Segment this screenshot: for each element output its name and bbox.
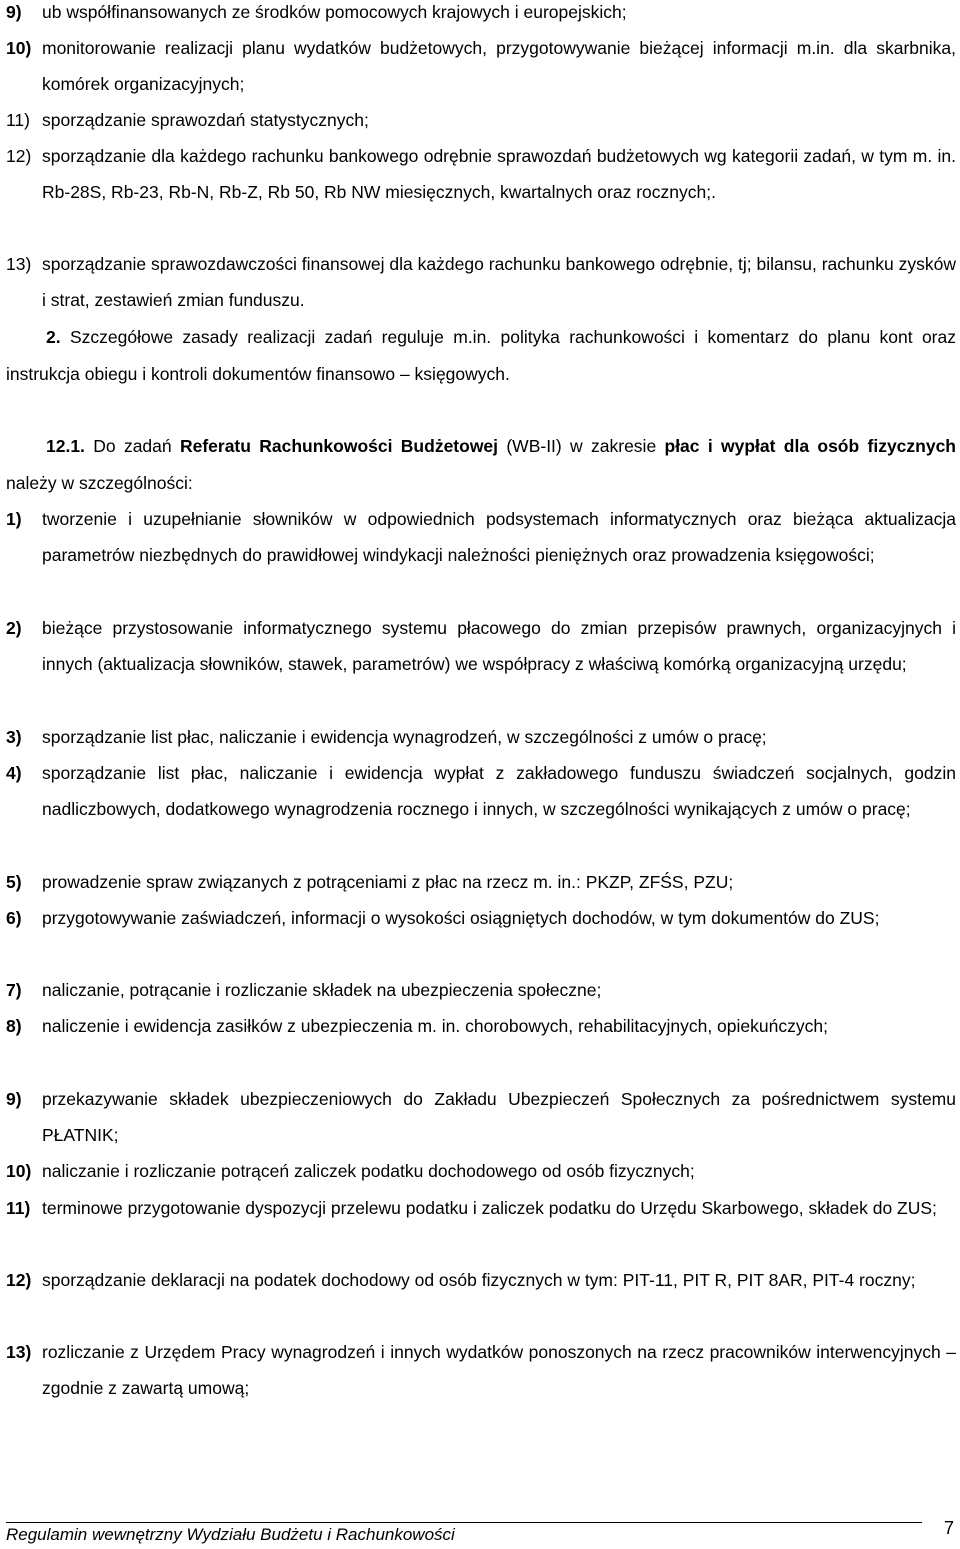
list-item-number: 10) — [6, 38, 32, 58]
list-item-text: naliczanie i rozliczanie potrąceń zaliczek podatku dochodowego od osób fizycznych; — [42, 1161, 695, 1181]
list-item-text: sporządzanie list płac, naliczanie i ewidencja wypłat z zakładowego funduszu świadczeń socjalnych, godzin nadliczbowych, dodatkowego wynagrodzenia rocznego i innych, w szczególności wynikających z umów o pracę; — [42, 763, 956, 819]
list-item-text: rozliczanie z Urzędem Pracy wynagrodzeń i innych wydatków ponoszonych na rzecz pracowników interwencyjnych – zgodnie z zawartą umową; — [42, 1342, 956, 1398]
section-text-post: należy w szczególności: — [6, 473, 193, 493]
list-item-text: tworzenie i uzupełnianie słowników w odpowiednich podsystemach informatycznych oraz bieżąca aktualizacja parametrów niezbędnych do prawidłowej windykacji należności pieniężnych oraz prowadzenia księgowości; — [42, 509, 956, 565]
list-item-number: 11) — [6, 1198, 31, 1218]
list-item — [6, 1262, 956, 1298]
list-item-text: naliczanie, potrącanie i rozliczanie składek na ubezpieczenia społeczne; — [42, 980, 602, 1000]
list-item-number: 10) — [6, 1161, 32, 1181]
list-item — [6, 138, 956, 210]
list-item — [6, 501, 956, 573]
list-item-number: 5) — [6, 872, 22, 892]
footer-divider — [6, 1522, 922, 1523]
list-item — [6, 246, 956, 318]
section-number: 12.1. — [46, 436, 85, 456]
list-item — [6, 1153, 956, 1189]
list-item — [6, 900, 956, 936]
list-item-number: 4) — [6, 763, 22, 783]
list-item-text: sporządzanie sprawozdań statystycznych; — [42, 110, 369, 130]
section-number: 2. — [46, 327, 61, 347]
list-item — [6, 719, 956, 755]
list-item-number: 1) — [6, 509, 22, 529]
section-2-paragraph — [6, 319, 956, 393]
list-item-number: 9) — [6, 1089, 22, 1109]
list-item-number: 11) — [6, 110, 30, 130]
list-item-text: monitorowanie realizacji planu wydatków budżetowych, przygotowywanie bieżącej informacji m.in. dla skarbnika, komórek organizacyjnych; — [42, 38, 956, 94]
section-text-mid: (WB-II) w zakresie — [498, 436, 665, 456]
list-item-number: 12) — [6, 146, 32, 166]
list-item-text: ub współfinansowanych ze środków pomocowych krajowych i europejskich; — [42, 2, 627, 22]
list-item — [6, 755, 956, 827]
list-item-number: 2) — [6, 618, 22, 638]
list-item-number: 8) — [6, 1016, 22, 1036]
department-name: Referatu Rachunkowości Budżetowej — [179, 436, 499, 456]
list-item-text: przekazywanie składek ubezpieczeniowych do Zakładu Ubezpieczeń Społecznych za pośrednictwem systemu PŁATNIK; — [42, 1089, 956, 1145]
section-text-pre: Do zadań — [93, 436, 180, 456]
list-item — [6, 102, 956, 138]
list-item — [6, 30, 956, 102]
list-item — [6, 972, 956, 1008]
list-item-text: przygotowywanie zaświadczeń, informacji o wysokości osiągniętych dochodów, w tym dokumentów do ZUS; — [42, 908, 880, 928]
list-item-text: sporządzanie sprawozdawczości finansowej dla każdego rachunku bankowego odrębnie, tj; bilansu, rachunku zysków i strat, zestawień zmian funduszu. — [42, 254, 956, 310]
list-item — [6, 1081, 956, 1153]
list-item-text: sporządzanie dla każdego rachunku bankowego odrębnie sprawozdań budżetowych wg kategorii zadań, w tym m. in. Rb-28S, Rb-23, Rb-N, Rb-Z, Rb 50, Rb NW miesięcznych, kwartalnych oraz rocznych;. — [42, 146, 956, 202]
list-item-number: 7) — [6, 980, 22, 1000]
section-text: Szczegółowe zasady realizacji zadań reguluje m.in. polityka rachunkowości i komentarz do planu kont oraz instrukcja obiegu i kontroli dokumentów finansowo – księgowych. — [6, 327, 956, 384]
list-item-number: 13) — [6, 1342, 32, 1362]
page-number: 7 — [943, 1518, 954, 1538]
section-12-1-paragraph — [6, 428, 956, 502]
list-item — [6, 0, 956, 30]
list-item-text: sporządzanie deklaracji na podatek dochodowy od osób fizycznych w tym: PIT-11, PIT R, PIT 8AR, PIT-4 roczny; — [42, 1270, 916, 1290]
list-item — [6, 864, 956, 900]
scope-text: płac i wypłat dla osób fizycznych — [664, 436, 956, 456]
list-item-number: 3) — [6, 727, 22, 747]
list-item-text: prowadzenie spraw związanych z potrąceniami z płac na rzecz m. in.: PKZP, ZFŚS, PZU; — [42, 872, 734, 892]
list-item — [6, 1334, 956, 1406]
list-item-number: 9) — [6, 2, 22, 22]
list-item-text: bieżące przystosowanie informatycznego systemu płacowego do zmian przepisów prawnych, organizacyjnych i innych (aktualizacja słowników, stawek, parametrów) we współpracy z właściwą komórką organizacyjną urzędu; — [42, 618, 956, 674]
footer-title: Regulamin wewnętrzny Wydziału Budżetu i Rachunkowości — [6, 1525, 455, 1544]
list-item — [6, 1008, 956, 1044]
list-item-number: 12) — [6, 1270, 32, 1290]
list-item — [6, 1190, 956, 1226]
list-item — [6, 610, 956, 682]
list-item-text: sporządzanie list płac, naliczanie i ewidencja wynagrodzeń, w szczególności z umów o pracę; — [42, 727, 767, 747]
list-item-number: 6) — [6, 908, 22, 928]
list-item-number: 13) — [6, 254, 32, 274]
list-item-text: naliczenie i ewidencja zasiłków z ubezpieczenia m. in. chorobowych, rehabilitacyjnych, opiekuńczych; — [42, 1016, 828, 1036]
list-item-text: terminowe przygotowanie dyspozycji przelewu podatku i zaliczek podatku do Urzędu Skarbowego, składek do ZUS; — [42, 1198, 937, 1218]
